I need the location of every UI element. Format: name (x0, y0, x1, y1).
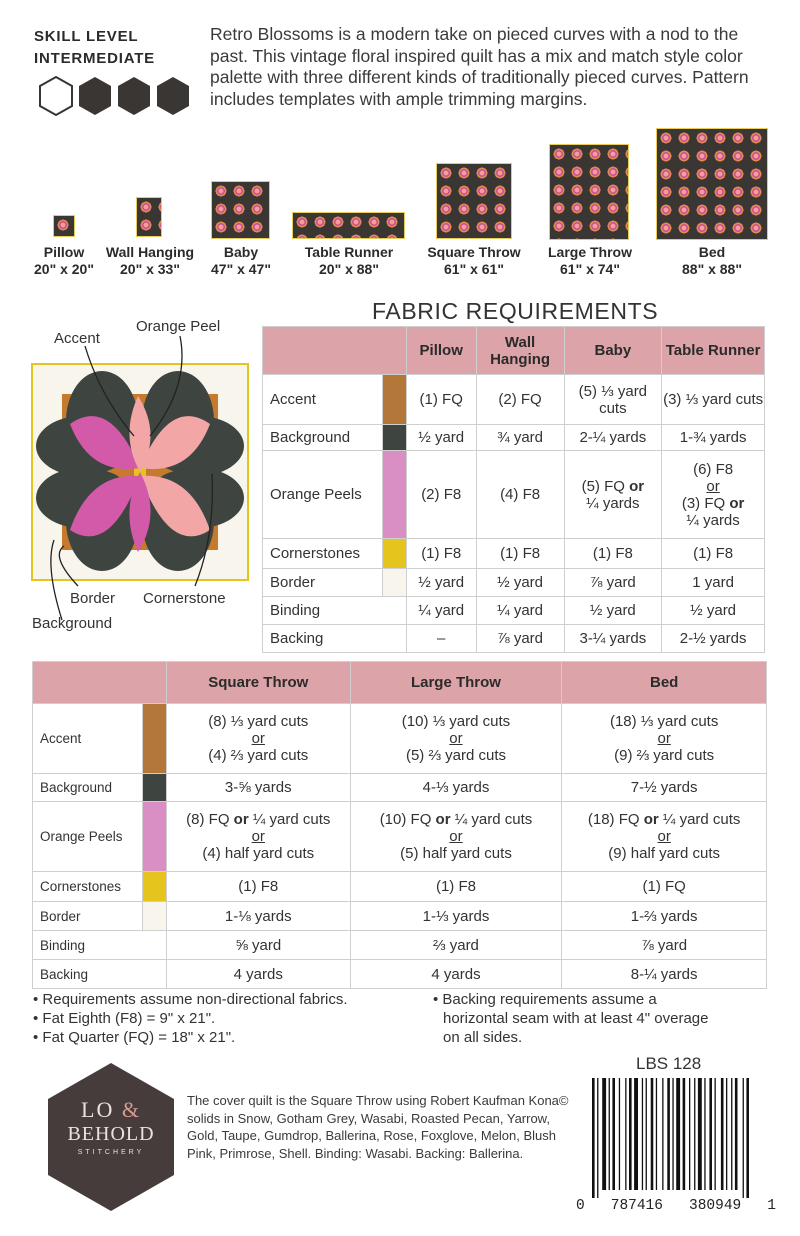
intro-paragraph: Retro Blossoms is a modern take on pieced curves with a nod to the past. This vintage floral inspired quilt has a mix and match style color palette with three different kinds of traditionally pieced curves. Pattern includes templates with ample trimming margins. (210, 24, 749, 109)
cell-text: ¼ yards (586, 494, 640, 512)
size-dim: 47" x 47" (211, 261, 271, 277)
cell: (1) F8 (166, 872, 350, 902)
row-label: Background (263, 425, 383, 451)
barcode-bar (646, 1078, 647, 1190)
table-row (33, 931, 767, 960)
cell: 4 yards (166, 960, 350, 989)
barcode-bar (672, 1078, 673, 1190)
cell (350, 802, 562, 872)
cell: 3-⅝ yards (166, 774, 350, 802)
cell: – (406, 625, 476, 653)
fabric-table-small (262, 326, 765, 653)
logo-line1 (46, 1098, 176, 1122)
barcode-bar (602, 1078, 606, 1190)
swatch-orange-peels (142, 802, 166, 872)
swatch-accent (142, 704, 166, 774)
row-label: Orange Peels (263, 451, 383, 539)
barcode-bar (726, 1078, 727, 1190)
cell-text: (10) ⅓ yard cuts (401, 713, 511, 730)
size-name: Baby (223, 244, 259, 260)
barcode-bar (676, 1078, 680, 1190)
cell: (4) F8 (476, 451, 564, 539)
barcode-bar (662, 1078, 663, 1190)
logo-lo: LO (81, 1097, 115, 1122)
thumb-wall-hanging (136, 197, 162, 237)
barcode-bar (683, 1078, 686, 1190)
cell-text: (18) FQ (587, 811, 640, 828)
barcode-bar (709, 1078, 712, 1190)
table-corner (33, 662, 167, 704)
cell-text: ¼ yard cuts (662, 811, 741, 828)
block-diagram (30, 316, 260, 636)
cell-or: or (629, 477, 645, 495)
cell-text: (5) FQ (581, 477, 625, 495)
cell (562, 704, 767, 774)
cell: 1-⅔ yards (562, 902, 767, 931)
cell: ⅔ yard (350, 931, 562, 960)
row-label: Accent (33, 704, 143, 774)
cell: 2-½ yards (662, 625, 765, 653)
table-row (33, 960, 767, 989)
row-label: Border (33, 902, 143, 931)
thumb-bed (656, 128, 768, 240)
note-line: • Fat Quarter (FQ) = 18" x 21". (33, 1029, 236, 1046)
cell-or: or (729, 494, 745, 512)
barcode (590, 1078, 770, 1198)
logo-text (46, 1098, 176, 1156)
swatch-cornerstones (142, 872, 166, 902)
cell: 1-⅓ yards (350, 902, 562, 931)
swatch-border (382, 569, 406, 597)
col-header: Table Runner (662, 327, 765, 375)
barcode-bar (746, 1078, 749, 1198)
cell-text: (5) ⅔ yard cuts (405, 747, 506, 764)
cell: (1) F8 (564, 539, 662, 569)
fabric-table-large (32, 661, 767, 989)
barcode-number (576, 1198, 776, 1214)
barcode-bar (735, 1078, 738, 1190)
quilt-block-illustration (30, 316, 260, 636)
cell: ⅞ yard (564, 569, 662, 597)
note-line: • Fat Eighth (F8) = 9" x 21". (33, 1010, 216, 1027)
size-name: Bed (698, 244, 726, 260)
table-row (33, 872, 767, 902)
cell (562, 802, 767, 872)
cell: 4 yards (350, 960, 562, 989)
size-label (418, 244, 530, 278)
size-dim: 20" x 33" (120, 261, 180, 277)
table-row (263, 569, 765, 597)
thumb-table-runner (292, 212, 405, 239)
size-label (290, 244, 408, 278)
size-dim: 20" x 20" (34, 261, 94, 277)
swatch-background (382, 425, 406, 451)
skill-level-title: SKILL LEVEL (34, 28, 139, 45)
size-name: Wall Hanging (105, 244, 195, 260)
cell: ⅞ yard (476, 625, 564, 653)
size-label (666, 244, 758, 278)
diagram-label-background: Background (32, 615, 113, 632)
cell-or: or (449, 730, 463, 747)
note-line: on all sides. (443, 1029, 523, 1046)
table-row (263, 597, 765, 625)
cell: ¼ yard (406, 597, 476, 625)
cell: 1-¾ yards (662, 425, 765, 451)
row-label: Cornerstones (33, 872, 143, 902)
cell-or: or (251, 828, 265, 845)
cell (166, 704, 350, 774)
diagram-label-accent: Accent (54, 330, 100, 347)
note-line: • Requirements assume non-directional fabrics. (33, 991, 348, 1008)
cell: ⅝ yard (166, 931, 350, 960)
size-dim: 20" x 88" (319, 261, 379, 277)
cell-text: ¼ yard cuts (454, 811, 533, 828)
logo-line3: STITCHERY (77, 1149, 145, 1156)
barcode-bar (667, 1078, 670, 1190)
cell-text: (4) half yard cuts (202, 845, 315, 862)
logo-line2: BEHOLD (67, 1123, 155, 1145)
cell: (1) FQ (406, 375, 476, 425)
barcode-digit: 0 (576, 1198, 585, 1214)
cell-text: (18) ⅓ yard cuts (609, 713, 719, 730)
table-corner (263, 327, 407, 375)
size-dim: 61" x 74" (560, 261, 620, 277)
cell-text: ¼ yards (686, 511, 740, 529)
col-header: Square Throw (166, 662, 350, 704)
barcode-bar (721, 1078, 724, 1190)
cell: (1) F8 (406, 539, 476, 569)
cell (564, 451, 662, 539)
cell (350, 704, 562, 774)
swatch-orange-peels (382, 451, 406, 539)
row-label: Border (263, 569, 383, 597)
cell-text: (9) ⅔ yard cuts (614, 747, 715, 764)
barcode-bar (625, 1078, 626, 1190)
cell: (2) F8 (406, 451, 476, 539)
table-row (263, 451, 765, 539)
cell: (3) ⅓ yard cuts (662, 375, 765, 425)
barcode-bar (715, 1078, 716, 1190)
diagram-label-border: Border (70, 590, 116, 607)
cell: ½ yard (406, 425, 476, 451)
swatch-cornerstones (382, 539, 406, 569)
row-label: Backing (33, 960, 167, 989)
swatch-accent (382, 375, 406, 425)
swatch-border (142, 902, 166, 931)
cell: 4-⅓ yards (350, 774, 562, 802)
notes-left (33, 990, 348, 1047)
size-name: Large Throw (547, 244, 632, 260)
col-header: Bed (562, 662, 767, 704)
cell: (5) ⅓ yard cuts (564, 375, 662, 425)
size-label (200, 244, 282, 278)
table-row (33, 802, 767, 872)
cell: (1) F8 (662, 539, 765, 569)
table-row (33, 704, 767, 774)
swatch-background (142, 774, 166, 802)
cell-or: or (435, 811, 451, 828)
cell-text: (8) ⅓ yard cuts (208, 713, 309, 730)
size-thumbnails (0, 0, 800, 290)
cell-or: or (706, 477, 720, 495)
barcode-bar (592, 1078, 595, 1198)
cell-text: (4) ⅔ yard cuts (208, 747, 309, 764)
row-label: Accent (263, 375, 383, 425)
skill-level-value: INTERMEDIATE (34, 50, 155, 67)
cell: 7-½ yards (562, 774, 767, 802)
barcode-bar (612, 1078, 615, 1190)
table-row (33, 902, 767, 931)
thumb-large-throw (549, 144, 629, 240)
cell-or: or (657, 828, 671, 845)
cell: ½ yard (406, 569, 476, 597)
note-line: • Backing requirements assume a (433, 991, 657, 1008)
cell-text: (6) F8 (693, 460, 734, 478)
diagram-label-cornerstone: Cornerstone (143, 590, 226, 607)
size-dim: 61" x 61" (444, 261, 504, 277)
sku-label: LBS 128 (636, 1054, 702, 1073)
barcode-digit: 380949 (689, 1198, 742, 1214)
barcode-digit: 1 (767, 1198, 776, 1214)
size-label (98, 244, 202, 278)
row-label: Binding (33, 931, 167, 960)
note-line: horizontal seam with at least 4" overage (443, 1010, 709, 1027)
cell-text: (5) half yard cuts (400, 845, 512, 862)
cell: ½ yard (662, 597, 765, 625)
cell: ½ yard (564, 597, 662, 625)
cell: 1 yard (662, 569, 765, 597)
table-row (263, 425, 765, 451)
barcode-bar (698, 1078, 702, 1190)
cell: 3-¼ yards (564, 625, 662, 653)
cover-quilt-description: The cover quilt is the Square Throw using Robert Kaufman Kona© solids in Snow, Gotham Grey, Wasabi, Roasted Pecan, Yarrow, Gold, Taupe, Gumdrop, Ballerina, Rose, Foxglove, Melon, Blush Pink, Primrose, Shell. Binding: Wasabi. Backing: Ballerina. (187, 1093, 569, 1161)
row-label: Background (33, 774, 143, 802)
barcode-bar (704, 1078, 705, 1190)
logo-ampersand: & (121, 1097, 141, 1122)
row-label: Binding (263, 597, 407, 625)
col-header: Wall Hanging (476, 327, 564, 375)
thumb-baby (211, 181, 270, 239)
cell-text: (3) FQ (681, 494, 726, 512)
size-name: Square Throw (427, 244, 521, 260)
cell: 1-⅛ yards (166, 902, 350, 931)
size-label (22, 244, 106, 278)
barcode-bar (689, 1078, 690, 1190)
barcode-bar (597, 1078, 598, 1198)
cell-text: (8) FQ (186, 811, 230, 828)
row-label: Backing (263, 625, 407, 653)
barcode-bar (619, 1078, 620, 1190)
row-label: Cornerstones (263, 539, 383, 569)
notes-right (433, 990, 708, 1047)
cell: 8-¼ yards (562, 960, 767, 989)
cell-text: (9) half yard cuts (608, 845, 721, 862)
cell (166, 802, 350, 872)
col-header: Large Throw (350, 662, 562, 704)
barcode-bar (651, 1078, 654, 1190)
thumb-square-throw (436, 163, 512, 239)
cell-text: (10) FQ (379, 811, 432, 828)
size-name: Pillow (43, 244, 85, 260)
cell: ¼ yard (476, 597, 564, 625)
barcode-bar (634, 1078, 638, 1190)
cell: ⅞ yard (562, 931, 767, 960)
cell-or: or (251, 730, 265, 747)
cell-or: or (643, 811, 659, 828)
cell: 2-¼ yards (564, 425, 662, 451)
barcode-bar (656, 1078, 657, 1190)
barcode-bar (731, 1078, 732, 1190)
cell: ¾ yard (476, 425, 564, 451)
cell-or: or (657, 730, 671, 747)
table-row (263, 539, 765, 569)
barcode-bar (743, 1078, 744, 1198)
table-row (263, 375, 765, 425)
table-row (263, 625, 765, 653)
cell: ½ yard (476, 569, 564, 597)
cell-or: or (449, 828, 463, 845)
cell: (2) FQ (476, 375, 564, 425)
cell-or: or (233, 811, 249, 828)
size-name: Table Runner (304, 244, 394, 260)
cell-text: ¼ yard cuts (252, 811, 331, 828)
col-header: Baby (564, 327, 662, 375)
barcode-digit: 787416 (610, 1198, 663, 1214)
thumb-pillow (53, 215, 75, 237)
row-label: Orange Peels (33, 802, 143, 872)
diagram-label-orange-peel: Orange Peel (136, 318, 221, 335)
cell: (1) F8 (350, 872, 562, 902)
size-label (538, 244, 642, 278)
fabric-requirements-title: FABRIC REQUIREMENTS (372, 298, 659, 324)
barcode-bar (642, 1078, 643, 1190)
barcode-bar (629, 1078, 632, 1190)
barcode-bar (694, 1078, 695, 1190)
cell: (1) F8 (476, 539, 564, 569)
col-header: Pillow (406, 327, 476, 375)
table-row (33, 774, 767, 802)
cell: (1) FQ (562, 872, 767, 902)
barcode-bar (609, 1078, 610, 1190)
size-dim: 88" x 88" (682, 261, 742, 277)
cell (662, 451, 765, 539)
